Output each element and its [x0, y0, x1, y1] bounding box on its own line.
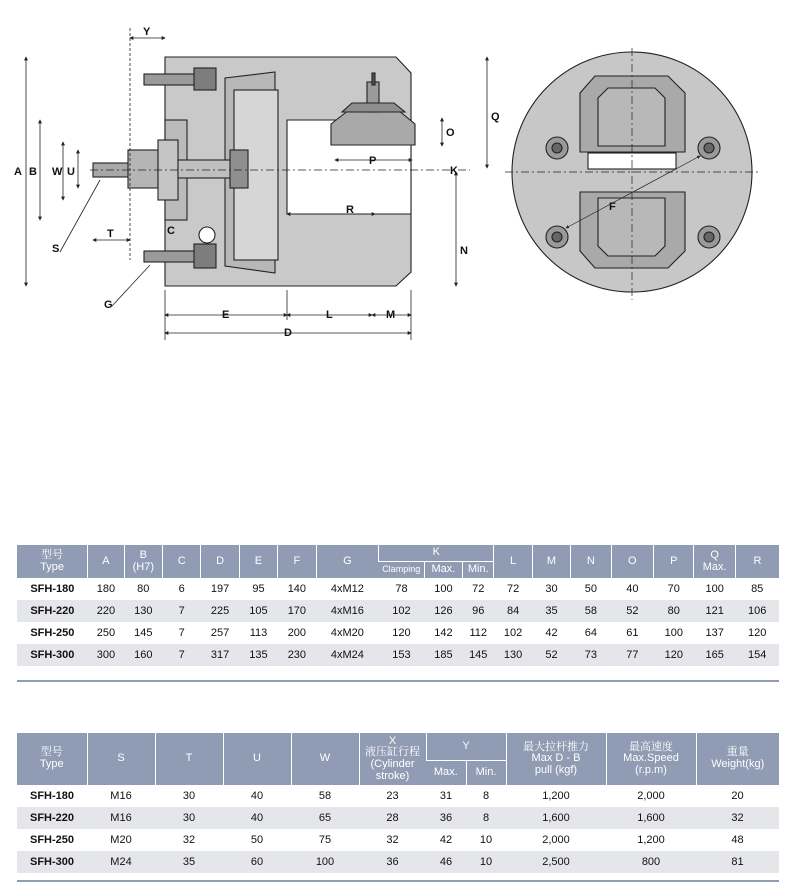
header-q — [694, 545, 735, 578]
value-cell: 200 — [278, 622, 316, 644]
value-cell: 2,000 — [606, 785, 696, 807]
header-d: D — [201, 545, 239, 578]
value-cell: 106 — [735, 600, 779, 622]
value-cell: 800 — [606, 851, 696, 873]
value-cell: 40 — [223, 785, 291, 807]
value-cell: 58 — [571, 600, 611, 622]
value-cell: 52 — [611, 600, 653, 622]
side-view — [93, 57, 415, 286]
header2-type — [17, 733, 87, 785]
header2-speed — [606, 733, 696, 785]
dim-label-b: B — [29, 166, 37, 178]
header2-x-en2: stroke) — [375, 769, 410, 782]
value-cell: 112 — [463, 622, 494, 644]
dim-label-r: R — [346, 204, 354, 216]
header2-weight-cn: 重量 — [726, 746, 749, 759]
value-cell: 180 — [88, 578, 124, 600]
value-cell: 1,600 — [506, 807, 606, 829]
table-row — [17, 578, 779, 600]
value-cell: 7 — [163, 622, 201, 644]
dim-label-t: T — [107, 228, 114, 240]
header2-pull — [506, 733, 606, 785]
header-m: M — [532, 545, 570, 578]
value-cell: 120 — [379, 622, 424, 644]
spec-table-dimensions-body — [17, 578, 779, 666]
header-k-min: Min. — [463, 562, 494, 579]
value-cell: 60 — [223, 851, 291, 873]
value-cell: 32 — [696, 807, 779, 829]
dim-label-a: A — [14, 166, 22, 178]
header-p: P — [654, 545, 694, 578]
value-cell: 197 — [201, 578, 239, 600]
value-cell: 225 — [201, 600, 239, 622]
header-o: O — [611, 545, 653, 578]
header2-weight-en: Weight(kg) — [711, 758, 765, 770]
dim-label-n: N — [460, 245, 468, 257]
value-cell: 140 — [278, 578, 316, 600]
header-f: F — [278, 545, 316, 578]
value-cell: 8 — [466, 807, 506, 829]
value-cell: 20 — [696, 785, 779, 807]
value-cell: 126 — [424, 600, 462, 622]
header-l: L — [494, 545, 532, 578]
value-cell: 32 — [359, 829, 426, 851]
header-type-en: Type — [40, 560, 65, 573]
header-k-clamping: Clamping — [379, 562, 424, 579]
value-cell: 30 — [155, 785, 223, 807]
value-cell: 48 — [696, 829, 779, 851]
header-q-sub: Max. — [702, 560, 727, 573]
dim-label-f: F — [609, 201, 616, 213]
dim-label-s: S — [52, 243, 60, 255]
model-cell: SFH-220 — [17, 600, 88, 622]
value-cell: 50 — [571, 578, 611, 600]
value-cell: 23 — [359, 785, 426, 807]
header2-type-cn: 型号 — [40, 746, 63, 759]
value-cell: 165 — [694, 644, 735, 666]
value-cell: 142 — [424, 622, 462, 644]
value-cell: 2,500 — [506, 851, 606, 873]
table-row — [17, 622, 779, 644]
dim-label-u: U — [67, 166, 75, 178]
value-cell: 10 — [466, 829, 506, 851]
value-cell: 120 — [735, 622, 779, 644]
value-cell: M24 — [87, 851, 155, 873]
value-cell: 95 — [239, 578, 277, 600]
value-cell: 2,000 — [506, 829, 606, 851]
dim-label-g: G — [104, 299, 113, 311]
value-cell: 40 — [611, 578, 653, 600]
dim-label-w: W — [52, 166, 63, 178]
value-cell: 77 — [611, 644, 653, 666]
value-cell: 1,200 — [506, 785, 606, 807]
header2-u: U — [223, 733, 291, 785]
header2-y-max: Max. — [426, 761, 466, 786]
value-cell: M16 — [87, 785, 155, 807]
value-cell: 80 — [124, 578, 162, 600]
value-cell: 72 — [494, 578, 532, 600]
header-k: K — [379, 545, 494, 562]
header2-x-en1: (Cylinder — [370, 758, 415, 770]
model-cell: SFH-180 — [17, 785, 87, 807]
value-cell: 81 — [696, 851, 779, 873]
header2-y-min: Min. — [466, 761, 506, 786]
model-cell: SFH-220 — [17, 807, 87, 829]
header2-speed-en1: Max.Speed — [623, 752, 679, 765]
value-cell: 300 — [88, 644, 124, 666]
model-cell: SFH-180 — [17, 578, 88, 600]
header-b-label: B — [139, 548, 147, 561]
value-cell: 4xM24 — [316, 644, 379, 666]
value-cell: 100 — [424, 578, 462, 600]
dim-label-y: Y — [143, 26, 151, 38]
header-n: N — [571, 545, 611, 578]
spec-table-dimensions — [17, 545, 779, 666]
value-cell: 100 — [654, 622, 694, 644]
value-cell: 102 — [494, 622, 532, 644]
value-cell: 65 — [291, 807, 359, 829]
model-cell: SFH-250 — [17, 829, 87, 851]
value-cell: 8 — [466, 785, 506, 807]
model-cell: SFH-300 — [17, 851, 87, 873]
dim-label-q: Q — [491, 111, 500, 123]
header2-pull-cn: 最大拉杆推力 — [523, 740, 589, 753]
value-cell: 1,600 — [606, 807, 696, 829]
value-cell: 96 — [463, 600, 494, 622]
value-cell: 130 — [124, 600, 162, 622]
value-cell: 35 — [155, 851, 223, 873]
table2-bottom-rule — [17, 880, 779, 882]
value-cell: 46 — [426, 851, 466, 873]
value-cell: 40 — [223, 807, 291, 829]
value-cell: 30 — [155, 807, 223, 829]
dim-label-e: E — [222, 309, 230, 321]
value-cell: 120 — [654, 644, 694, 666]
header-r: R — [735, 545, 779, 578]
header-k-max: Max. — [424, 562, 462, 579]
value-cell: 130 — [494, 644, 532, 666]
value-cell: 10 — [466, 851, 506, 873]
value-cell: 75 — [291, 829, 359, 851]
value-cell: 42 — [532, 622, 570, 644]
table-row — [17, 644, 779, 666]
spec-table-performance — [17, 733, 779, 873]
value-cell: 4xM20 — [316, 622, 379, 644]
dim-label-c: C — [167, 225, 175, 237]
header2-pull-en2: pull (kgf) — [534, 763, 578, 776]
value-cell: 80 — [654, 600, 694, 622]
technical-drawing — [0, 0, 792, 350]
value-cell: 230 — [278, 644, 316, 666]
value-cell: 7 — [163, 644, 201, 666]
value-cell: 64 — [571, 622, 611, 644]
model-cell: SFH-250 — [17, 622, 88, 644]
value-cell: 28 — [359, 807, 426, 829]
value-cell: 135 — [239, 644, 277, 666]
value-cell: 137 — [694, 622, 735, 644]
value-cell: 145 — [463, 644, 494, 666]
dim-label-d: D — [284, 327, 292, 339]
header-type — [17, 545, 88, 578]
value-cell: 72 — [463, 578, 494, 600]
dim-label-o: O — [446, 127, 455, 139]
value-cell: 317 — [201, 644, 239, 666]
value-cell: 105 — [239, 600, 277, 622]
header2-w: W — [291, 733, 359, 785]
value-cell: 121 — [694, 600, 735, 622]
table-row — [17, 829, 779, 851]
value-cell: 153 — [379, 644, 424, 666]
value-cell: 7 — [163, 600, 201, 622]
value-cell: 257 — [201, 622, 239, 644]
header2-x-label: X — [388, 734, 397, 747]
value-cell: 61 — [611, 622, 653, 644]
value-cell: 185 — [424, 644, 462, 666]
dim-label-l: L — [326, 309, 333, 321]
value-cell: 42 — [426, 829, 466, 851]
value-cell: 58 — [291, 785, 359, 807]
value-cell: M20 — [87, 829, 155, 851]
value-cell: 35 — [532, 600, 570, 622]
header2-x-cn: 液压缸行程 — [365, 746, 420, 759]
table-row — [17, 807, 779, 829]
value-cell: 113 — [239, 622, 277, 644]
table-row — [17, 600, 779, 622]
header-c: C — [163, 545, 201, 578]
value-cell: 52 — [532, 644, 570, 666]
dim-label-k: K — [450, 165, 458, 177]
value-cell: 154 — [735, 644, 779, 666]
value-cell: 102 — [379, 600, 424, 622]
header-b — [124, 545, 162, 578]
table1-bottom-rule — [17, 680, 779, 682]
value-cell: 4xM12 — [316, 578, 379, 600]
header-b-sub: (H7) — [132, 560, 154, 573]
value-cell: 250 — [88, 622, 124, 644]
value-cell: 50 — [223, 829, 291, 851]
value-cell: 1,200 — [606, 829, 696, 851]
header2-y: Y — [426, 733, 506, 761]
header-e: E — [239, 545, 277, 578]
value-cell: 170 — [278, 600, 316, 622]
value-cell: 36 — [359, 851, 426, 873]
value-cell: 84 — [494, 600, 532, 622]
value-cell: 32 — [155, 829, 223, 851]
header2-t: T — [155, 733, 223, 785]
spec-table-performance-body — [17, 785, 779, 873]
header-q-label: Q — [710, 548, 719, 561]
value-cell: 6 — [163, 578, 201, 600]
header2-speed-cn: 最高速度 — [629, 740, 673, 753]
dim-label-p: P — [369, 155, 377, 167]
value-cell: 70 — [654, 578, 694, 600]
model-cell: SFH-300 — [17, 644, 88, 666]
value-cell: 30 — [532, 578, 570, 600]
table-row — [17, 851, 779, 873]
value-cell: 100 — [291, 851, 359, 873]
header-a: A — [88, 545, 124, 578]
value-cell: M16 — [87, 807, 155, 829]
header-g: G — [316, 545, 379, 578]
value-cell: 4xM16 — [316, 600, 379, 622]
dim-label-m: M — [386, 309, 396, 321]
header2-s: S — [87, 733, 155, 785]
header-type-cn: 型号 — [41, 548, 64, 561]
header2-type-en: Type — [39, 758, 64, 770]
header2-weight — [696, 733, 779, 785]
header2-x — [359, 733, 426, 785]
header2-speed-en2: (r.p.m) — [635, 763, 667, 776]
value-cell: 160 — [124, 644, 162, 666]
value-cell: 31 — [426, 785, 466, 807]
value-cell: 145 — [124, 622, 162, 644]
value-cell: 36 — [426, 807, 466, 829]
value-cell: 85 — [735, 578, 779, 600]
value-cell: 73 — [571, 644, 611, 666]
header2-pull-en1: Max D - B — [531, 752, 581, 765]
value-cell: 220 — [88, 600, 124, 622]
value-cell: 100 — [694, 578, 735, 600]
table-row — [17, 785, 779, 807]
value-cell: 78 — [379, 578, 424, 600]
